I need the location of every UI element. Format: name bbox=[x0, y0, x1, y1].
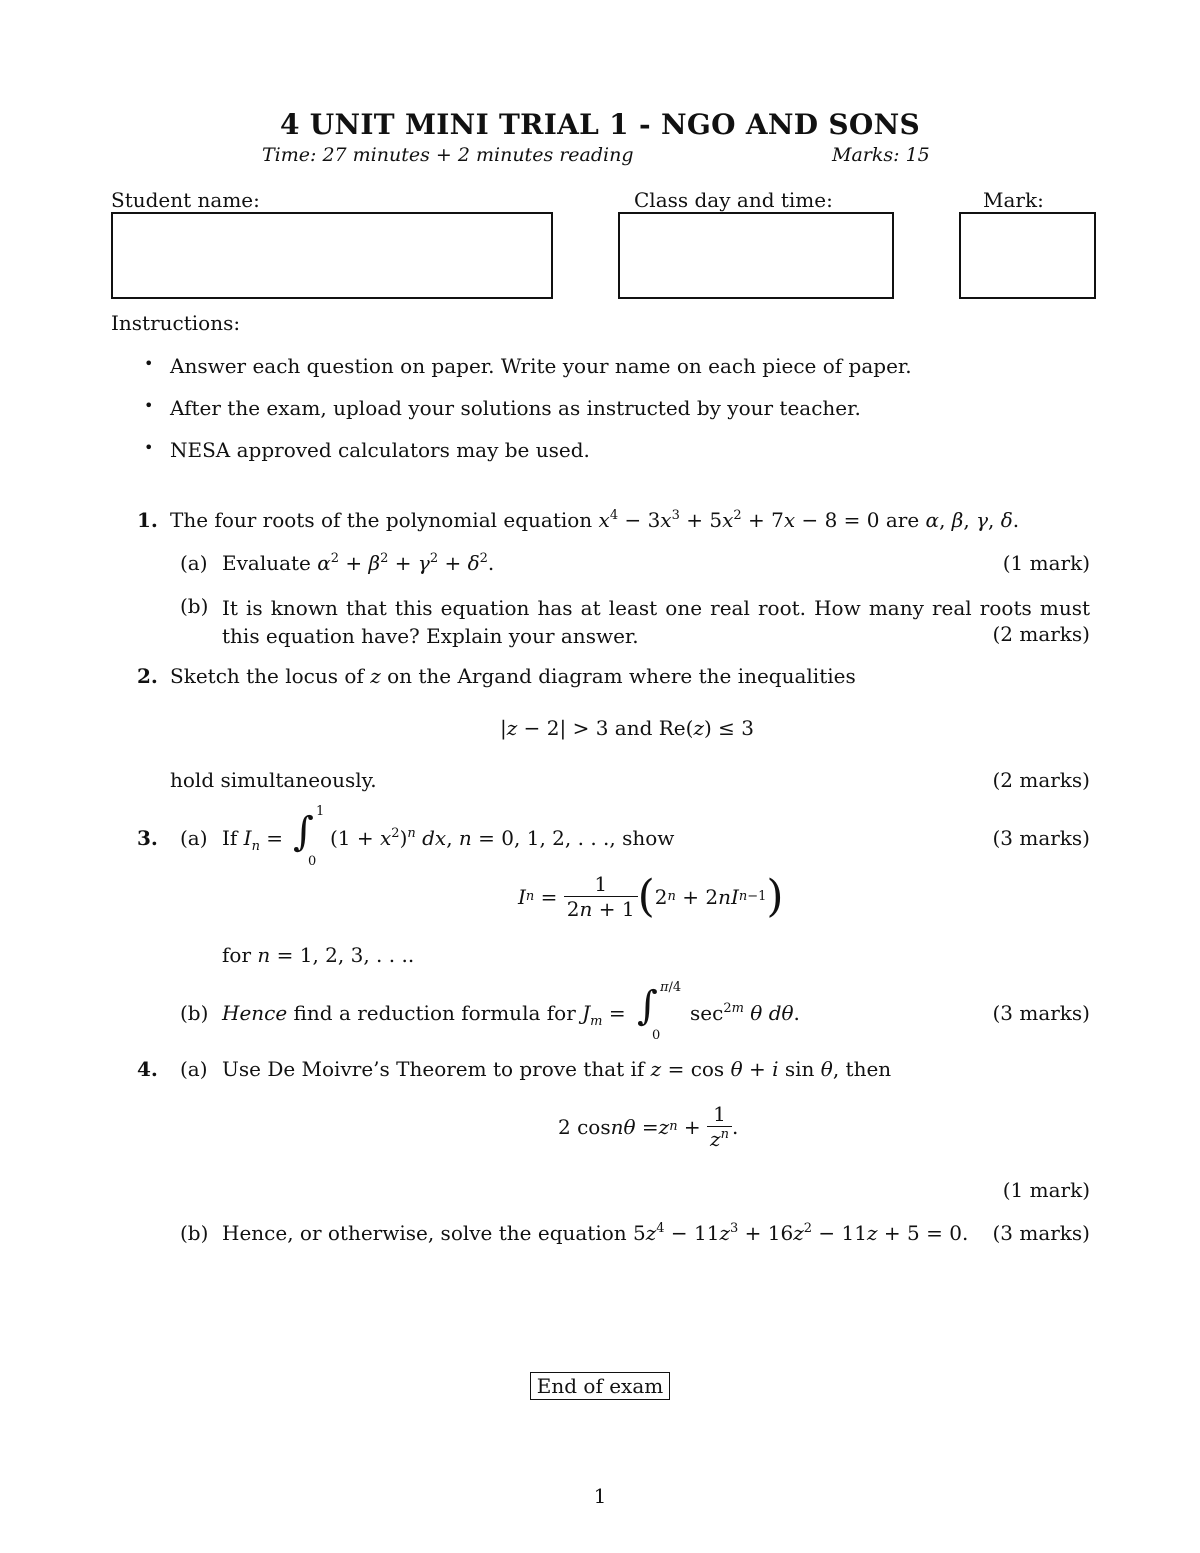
question-number: 3. bbox=[137, 826, 158, 850]
fraction: $\frac{1}{2n + 1}$ bbox=[564, 872, 638, 921]
question-2-tail: hold simultaneously. bbox=[170, 768, 377, 792]
page-title: 4 UNIT MINI TRIAL 1 - NGO AND SONS bbox=[279, 108, 921, 141]
total-marks: Marks: 15 bbox=[832, 144, 930, 166]
mark-label: Mark: bbox=[983, 188, 1044, 212]
question-1a-text: Evaluate $\alpha^2 + \beta^2 + \gamma^2 + \delta^2$. bbox=[222, 551, 495, 575]
question-3a-result: I n = $\frac{1}{2n + 1}$ ( 2 n + 2 n I n−1 ) bbox=[518, 870, 784, 922]
question-2-stem: Sketch the locus of z on the Argand diagram where the inequalities bbox=[170, 664, 856, 688]
question-4a-identity: 2 cos nθ = z n + $\frac{1}{z^n}$ . bbox=[558, 1102, 739, 1151]
class-day-time-label: Class day and time: bbox=[634, 188, 833, 212]
bullet-icon: • bbox=[144, 396, 154, 415]
mark-box[interactable] bbox=[959, 212, 1096, 299]
fraction: $\frac{1}{z^n}$ bbox=[707, 1102, 732, 1151]
student-name-box[interactable] bbox=[111, 212, 553, 299]
integral-lower-limit: 0 bbox=[652, 1028, 661, 1043]
question-2-inequalities: |z − 2| > 3 and Re(z) ≤ 3 bbox=[500, 716, 754, 740]
part-label: (a) bbox=[180, 551, 208, 575]
integral-upper-limit: 1 bbox=[316, 804, 325, 819]
question-3b-text: Hence find a reduction formula for $J_m$ = bbox=[222, 1001, 626, 1029]
question-4a-text: Use De Moivre’s Theorem to prove that if z = cos θ + i sin θ, then bbox=[222, 1057, 892, 1081]
bullet-icon: • bbox=[144, 354, 154, 373]
marks-allocation: (1 mark) bbox=[1002, 551, 1090, 575]
part-label: (a) bbox=[180, 826, 208, 850]
integral-upper-limit: π/4 bbox=[660, 980, 682, 995]
bullet-icon: • bbox=[144, 438, 154, 457]
part-label: (b) bbox=[180, 1221, 209, 1245]
question-1-stem: The four roots of the polynomial equation $x^4 - 3x^3 + 5x^2 + 7x - 8 = 0$ are α, β, γ, δ. bbox=[170, 508, 1020, 532]
page-number: 1 bbox=[593, 1484, 607, 1508]
instructions-heading: Instructions: bbox=[111, 311, 241, 335]
question-3b-integrand: $\sec^{2m} \theta$ dθ. bbox=[690, 1001, 800, 1025]
marks-allocation: (2 marks) bbox=[992, 622, 1090, 646]
instruction-item: • Answer each question on paper. Write your name on each piece of paper. bbox=[144, 354, 912, 378]
instruction-item: • NESA approved calculators may be used. bbox=[144, 438, 590, 462]
integral-sign: ∫ bbox=[637, 983, 658, 1029]
part-label: (b) bbox=[180, 1001, 209, 1025]
integral-sign: ∫ bbox=[293, 809, 314, 855]
integral-lower-limit: 0 bbox=[308, 854, 317, 869]
question-1b-text: It is known that this equation has at least one real root. How many real roots must this equation have? Explain your answer. bbox=[222, 596, 1090, 648]
part-label: (b) bbox=[180, 594, 209, 618]
question-number: 4. bbox=[137, 1057, 158, 1081]
marks-allocation: (3 marks) bbox=[992, 1221, 1090, 1245]
question-number: 2. bbox=[137, 664, 158, 688]
marks-allocation: (1 mark) bbox=[1002, 1178, 1090, 1202]
question-number: 1. bbox=[137, 508, 158, 532]
marks-allocation: (2 marks) bbox=[992, 768, 1090, 792]
time-allowed: Time: 27 minutes + 2 minutes reading bbox=[262, 144, 634, 166]
marks-allocation: (3 marks) bbox=[992, 1001, 1090, 1025]
question-3a-text: If $I_n$ = bbox=[222, 826, 284, 854]
question-3a-condition: for n = 1, 2, 3, . . .. bbox=[222, 943, 415, 967]
part-label: (a) bbox=[180, 1057, 208, 1081]
marks-allocation: (3 marks) bbox=[992, 826, 1090, 850]
class-day-time-box[interactable] bbox=[618, 212, 894, 299]
end-of-exam: End of exam bbox=[0, 1374, 1200, 1398]
student-name-label: Student name: bbox=[111, 188, 260, 212]
question-3a-integrand: $(1 + x^2)^n$ dx, n = 0, 1, 2, . . ., show bbox=[330, 826, 675, 850]
question-4b-text: Hence, or otherwise, solve the equation $5z^4 - 11z^3 + 16z^2 - 11z + 5 = 0$. bbox=[222, 1221, 969, 1245]
instruction-item: • After the exam, upload your solutions as instructed by your teacher. bbox=[144, 396, 861, 420]
